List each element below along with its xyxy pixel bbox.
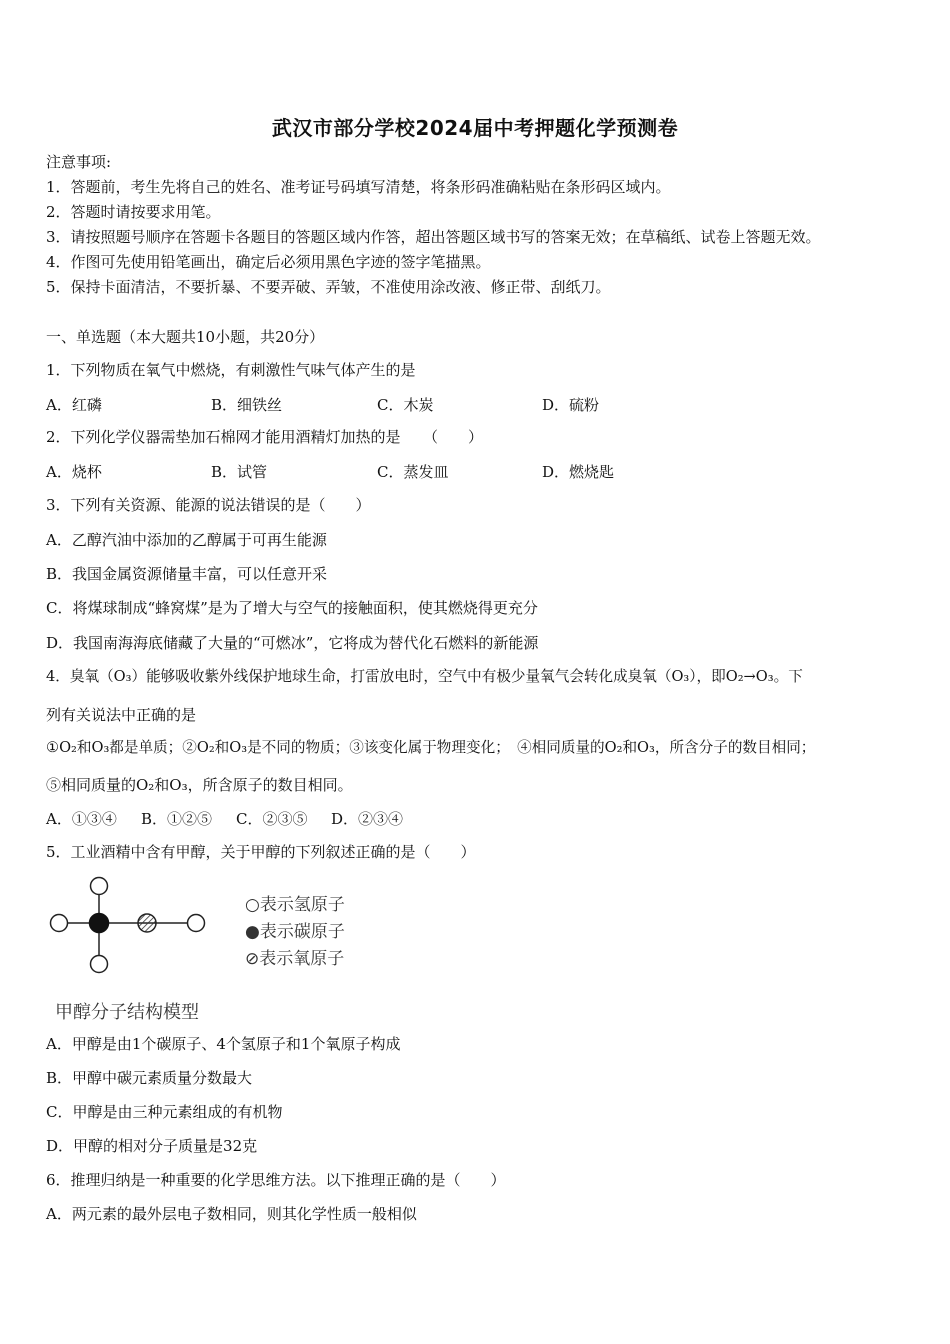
q3-option-a[interactable]: A．乙醇汽油中添加的乙醇属于可再生能源 xyxy=(46,531,327,549)
notice-heading: 注意事项: xyxy=(46,153,112,171)
notice-item-1: 1．答题前，考生先将自己的姓名、准考证号码填写清楚，将条形码准确粘贴在条形码区域内。 xyxy=(46,178,671,196)
q3-option-b[interactable]: B．我国金属资源储量丰富，可以任意开采 xyxy=(46,565,328,583)
q3-option-d[interactable]: D．我国南海海底储藏了大量的“可燃冰”，它将成为替代化石燃料的新能源 xyxy=(46,634,539,652)
molecule-caption: 甲醇分子结构模型 xyxy=(55,1002,199,1023)
hydrogen-atom-top xyxy=(91,878,108,895)
q2-option-b[interactable]: B．试管 xyxy=(211,463,268,481)
q1-option-b[interactable]: B．细铁丝 xyxy=(211,396,283,414)
notice-item-5: 5．保持卡面清洁，不要折暴、不要弄破、弄皱，不准使用涂改液、修正带、刮纸刀。 xyxy=(46,278,611,296)
oxygen-atom xyxy=(138,914,156,932)
question-2-options xyxy=(46,461,906,481)
question-4-stem-line1: 4．臭氧（O₃）能够吸收紫外线保护地球生命，打雷放电时，空气中有极少量氧气会转化成臭氧（O₃），即O₂→O₃。下 xyxy=(46,668,803,685)
page-title: 武汉市部分学校2024届中考押题化学预测卷 xyxy=(271,116,679,140)
question-4-statements-line1: ①O₂和O₃都是单质；②O₂和O₃是不同的物质；③该变化属于物理变化； ④相同质量的O₂和O₃，所含分子的数目相同； xyxy=(46,739,816,756)
q5-option-b[interactable]: B．甲醇中碳元素质量分数最大 xyxy=(46,1069,253,1087)
methanol-molecule-model xyxy=(40,872,250,982)
hydrogen-atom-left xyxy=(51,915,68,932)
question-1-options xyxy=(46,394,906,414)
question-1-stem: 1．下列物质在氧气中燃烧，有刺激性气味气体产生的是 xyxy=(46,361,416,379)
question-5-stem: 5．工业酒精中含有甲醇，关于甲醇的下列叙述正确的是（ ） xyxy=(46,843,476,861)
q1-option-a[interactable]: A．红磷 xyxy=(46,396,102,414)
notice-item-4: 4．作图可先使用铅笔画出，确定后必须用黑色字迹的签字笔描黑。 xyxy=(46,253,491,271)
question-4-stem-line2: 列有关说法中正确的是 xyxy=(46,706,197,724)
question-3-stem: 3．下列有关资源、能源的说法错误的是（ ） xyxy=(46,496,371,514)
q4-option-c[interactable]: C．②③⑤ xyxy=(236,810,308,828)
q4-option-a[interactable]: A．①③④ xyxy=(46,810,117,828)
question-4-options xyxy=(46,808,906,828)
section-heading: 一、单选题（本大题共10小题，共20分） xyxy=(46,328,325,346)
question-4-statements-line2: ⑤相同质量的O₂和O₃，所含原子的数目相同。 xyxy=(46,776,353,794)
legend-oxygen: ⊘表示氧原子 xyxy=(245,949,345,969)
legend-hydrogen: ○表示氢原子 xyxy=(245,895,345,915)
q2-option-c[interactable]: C．蒸发皿 xyxy=(377,463,449,481)
q4-option-b[interactable]: B．①②⑤ xyxy=(141,810,213,828)
hydrogen-atom-right xyxy=(188,915,205,932)
q1-option-d[interactable]: D．硫粉 xyxy=(542,396,600,414)
q2-option-a[interactable]: A．烧杯 xyxy=(46,463,102,481)
question-6-stem: 6．推理归纳是一种重要的化学思维方法。以下推理正确的是（ ） xyxy=(46,1171,506,1189)
q5-option-a[interactable]: A．甲醇是由1个碳原子、4个氢原子和1个氧原子构成 xyxy=(46,1035,401,1053)
q2-option-d[interactable]: D．燃烧匙 xyxy=(542,463,615,481)
q4-option-d[interactable]: D．②③④ xyxy=(331,810,404,828)
hydrogen-atom-bottom xyxy=(91,956,108,973)
q1-option-c[interactable]: C．木炭 xyxy=(377,396,434,414)
question-2-stem: 2．下列化学仪器需垫加石棉网才能用酒精灯加热的是 （ ） xyxy=(46,428,484,446)
notice-item-2: 2．答题时请按要求用笔。 xyxy=(46,203,221,221)
legend-carbon: ●表示碳原子 xyxy=(245,922,345,942)
q5-option-d[interactable]: D．甲醇的相对分子质量是32克 xyxy=(46,1137,258,1155)
q5-option-c[interactable]: C．甲醇是由三种元素组成的有机物 xyxy=(46,1103,283,1121)
notice-item-3: 3．请按照题号顺序在答题卡各题目的答题区域内作答，超出答题区域书写的答案无效；在草稿纸、试卷上答题无效。 xyxy=(46,228,821,246)
q3-option-c[interactable]: C．将煤球制成“蜂窝煤”是为了增大与空气的接触面积，使其燃烧得更充分 xyxy=(46,599,538,617)
carbon-atom xyxy=(90,914,109,933)
q6-option-a[interactable]: A．两元素的最外层电子数相同，则其化学性质一般相似 xyxy=(46,1205,417,1223)
